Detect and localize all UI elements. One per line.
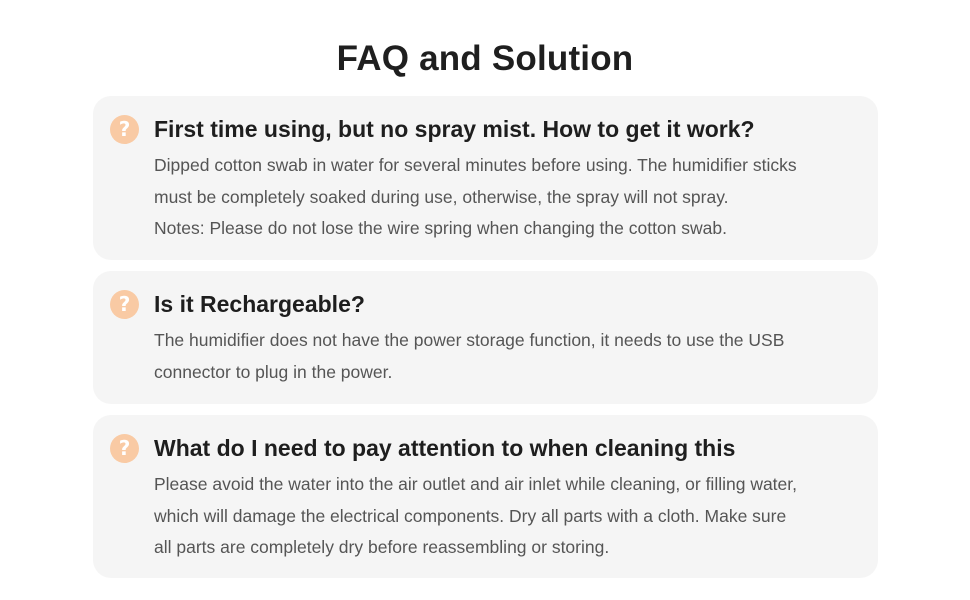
faq-question: First time using, but no spray mist. How to get it work? (154, 116, 755, 142)
question-mark-icon: ? (110, 434, 139, 463)
faq-question: Is it Rechargeable? (154, 291, 365, 317)
faq-answer-line: must be completely soaked during use, otherwise, the spray will not spray. (154, 186, 729, 207)
faq-card (93, 271, 878, 404)
faq-answer-line: which will damage the electrical components. Dry all parts with a cloth. Make sure (154, 505, 787, 526)
faq-question: What do I need to pay attention to when cleaning this (154, 435, 736, 461)
faq-answer-line: all parts are completely dry before reassembling or storing. (154, 537, 610, 557)
faq-answer-line: Dipped cotton swab in water for several minutes before using. The humidifier sticks (154, 155, 797, 175)
faq-answer (154, 325, 854, 388)
faq-card (93, 415, 878, 578)
faq-card (93, 96, 878, 260)
question-mark-icon: ? (110, 290, 139, 319)
page-title: FAQ and Solution (336, 39, 634, 78)
faq-answer-line: Please avoid the water into the air outlet and air inlet while cleaning, or filling water, (154, 474, 798, 494)
faq-answer (154, 469, 854, 564)
question-mark-icon: ? (110, 115, 139, 144)
faq-answer-line: Notes: Please do not lose the wire spring when changing the cotton swab. (154, 218, 727, 238)
faq-answer (154, 150, 854, 245)
faq-answer-line: connector to plug in the power. (154, 361, 393, 382)
faq-answer-line: The humidifier does not have the power storage function, it needs to use the USB (154, 330, 785, 350)
